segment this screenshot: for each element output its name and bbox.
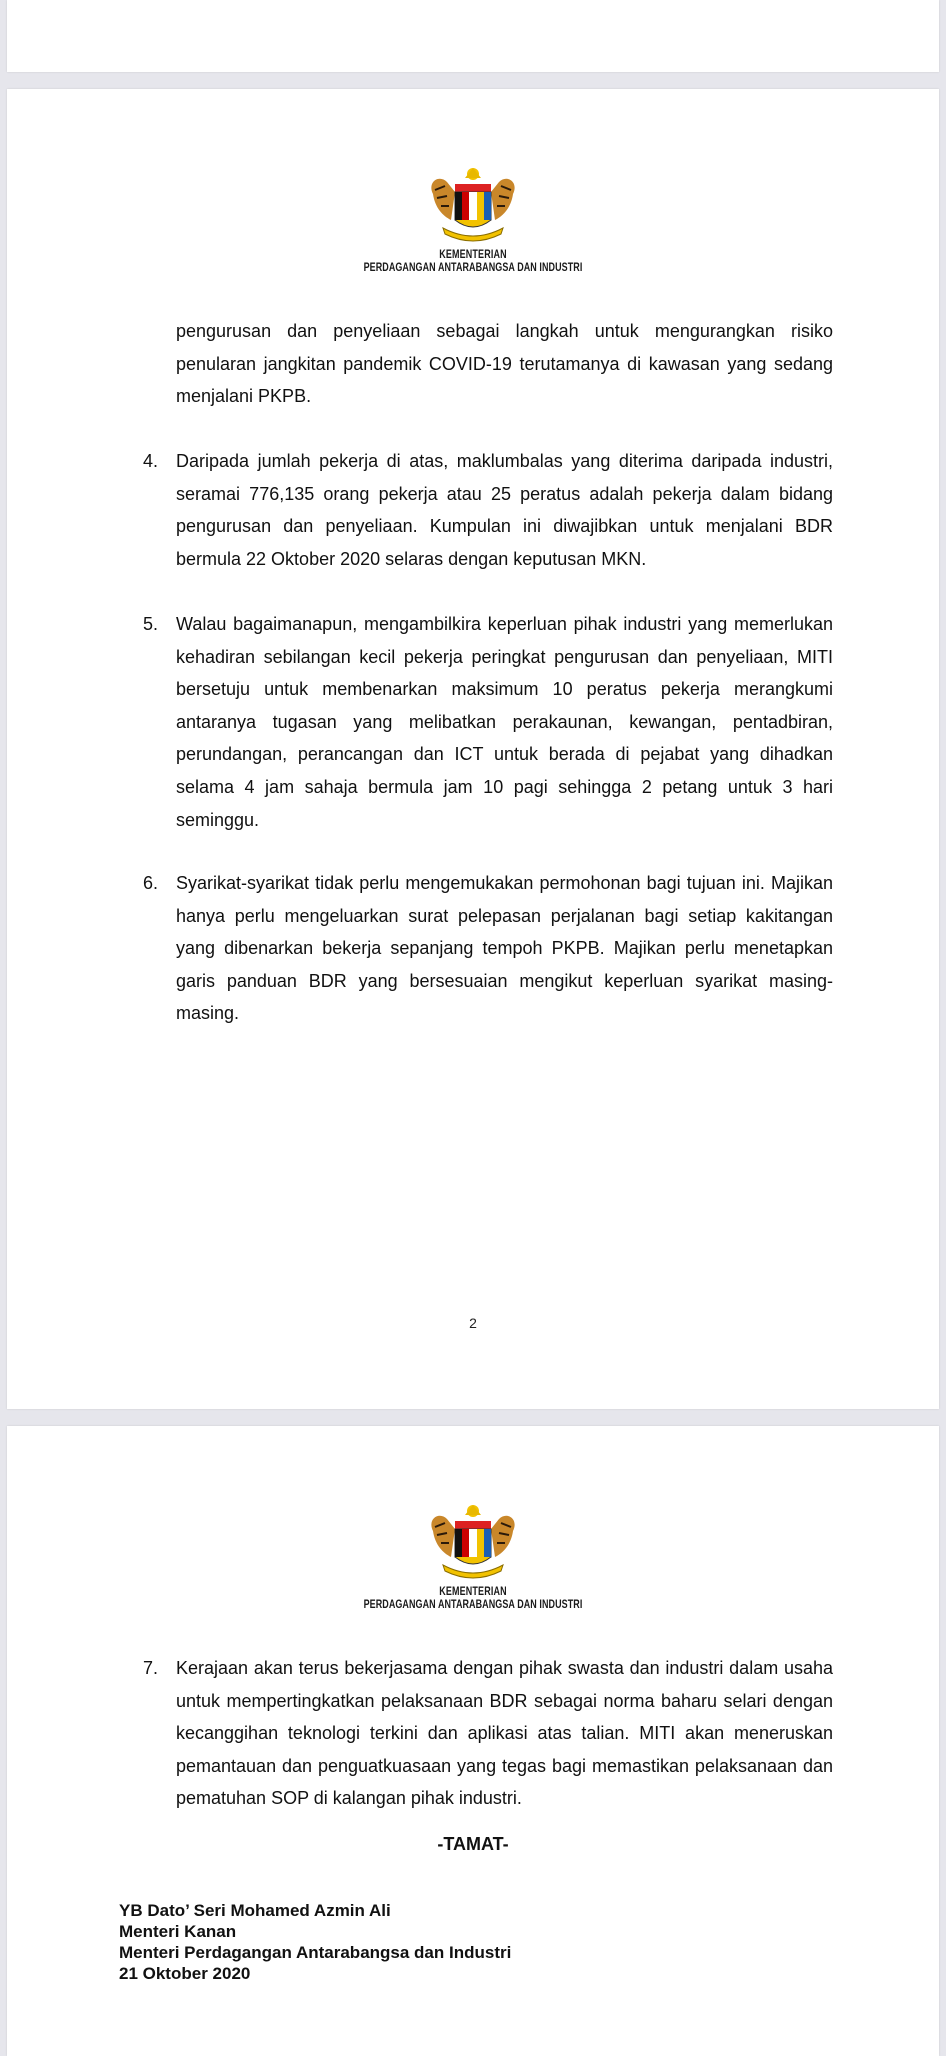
page-number: 2 — [469, 1315, 477, 1331]
document-page-3 — [7, 1426, 939, 2056]
coat-of-arms-icon — [425, 164, 521, 246]
document-page-2 — [7, 89, 939, 1409]
end-marker: -TAMAT- — [437, 1834, 509, 1854]
list-item — [143, 867, 833, 1030]
list-item — [143, 445, 833, 575]
item-text: Walau bagaimanapun, mengambilkira keperluan pihak industri yang memerlukan kehadiran sebilangan kecil pekerja peringkat pengurusan dan penyeliaan, MITI bersetuju untuk membenarkan maksimum 10 peratus pekerja merangkumi antaranya tugasan yang melibatkan perakaunan, kewangan, pentadbiran, perundangan, perancangan dan ICT untuk berada di pejabat yang dihadkan selama 4 jam sahaja bermula jam 10 pagi sehingga 2 petang untuk 3 hari seminggu. — [176, 614, 833, 830]
signature-date: 21 Oktober 2020 — [119, 1964, 251, 1983]
signatory-title: Menteri Perdagangan Antarabangsa dan Industri — [119, 1943, 512, 1962]
item-number: 5. — [143, 614, 159, 634]
list-item — [143, 608, 833, 836]
ministry-name-line1: KEMENTERIAN — [439, 249, 507, 261]
item-text: Syarikat-syarikat tidak perlu mengemukakan permohonan bagi tujuan ini. Majikan hanya perlu mengeluarkan surat pelepasan perjalanan bagi setiap kakitangan yang dibenarkan bekerja sepanjang tempoh PKPB. Majikan perlu menetapkan garis panduan BDR yang bersesuaian mengikut keperluan syarikat masing-masing. — [176, 873, 833, 1024]
signatory-name: YB Dato’ Seri Mohamed Azmin Ali — [119, 1901, 391, 1920]
ministry-logo — [7, 164, 939, 275]
signature-block — [119, 1900, 511, 1984]
item-text: Daripada jumlah pekerja di atas, maklumbalas yang diterima daripada industri, seramai 776,135 orang pekerja atau 25 peratus adalah pekerja dalam bidang pengurusan dan penyeliaan. Kumpulan ini diwajibkan untuk menjalani BDR bermula 22 Oktober 2020 selaras dengan keputusan MKN. — [176, 451, 833, 569]
previous-page-fragment — [7, 0, 939, 72]
coat-of-arms-icon — [425, 1501, 521, 1583]
item-number: 4. — [143, 451, 159, 471]
ministry-name-line2: PERDAGANGAN ANTARABANGSA DAN INDUSTRI — [363, 262, 583, 274]
list-item — [143, 1652, 833, 1815]
item-text: Kerajaan akan terus bekerjasama dengan pihak swasta dan industri dalam usaha untuk mempertingkatkan pelaksanaan BDR sebagai norma baharu selari dengan kecanggihan teknologi terkini dan aplikasi atas talian. MITI akan meneruskan pemantauan dan penguatkuasaan yang tegas bagi memastikan pelaksanaan dan pematuhan SOP di kalangan pihak industri. — [176, 1658, 833, 1809]
ministry-name-line2: PERDAGANGAN ANTARABANGSA DAN INDUSTRI — [363, 1599, 583, 1611]
item-number: 6. — [143, 873, 159, 893]
ministry-name-line1: KEMENTERIAN — [439, 1586, 507, 1598]
item-number: 7. — [143, 1658, 159, 1678]
signatory-title: Menteri Kanan — [119, 1922, 237, 1941]
continuation-paragraph: pengurusan dan penyeliaan sebagai langkah untuk mengurangkan risiko penularan jangkitan pandemik COVID-19 terutamanya di kawasan yang sedang menjalani PKPB. — [176, 321, 833, 407]
ministry-logo — [7, 1501, 939, 1612]
